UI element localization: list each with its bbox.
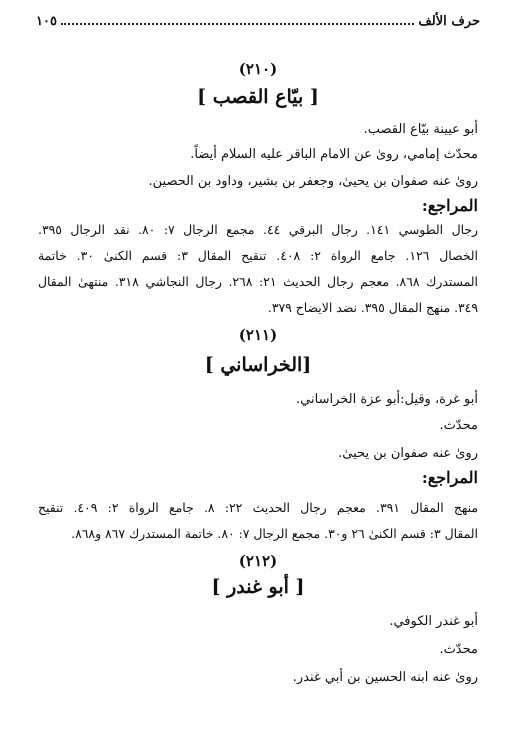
entry-line: أبو غرة، وقيل:أبو عزة الخراساني.: [296, 392, 478, 407]
entry-number: (٢١٠): [238, 60, 278, 78]
reference-line: المقال ٣: قسم الكنىٰ ٢٦ و٣٠. مجمع الرجال ٧: ٨٠. خاتمة المستدرك ٨٦٧ و٨٦٨.: [71, 526, 478, 541]
entry-line: روىٰ عنه صفوان بن يحيىٰ.: [338, 446, 478, 461]
reference-line: الخصال ١٢٦. جامع الرواة ٢: ٤٠٨. تنقيح المقال ٣: قسم الكنىٰ ٣٠. خاتمة: [38, 248, 478, 263]
references-heading: المراجع:: [421, 468, 478, 487]
entry-number: (٢١١): [238, 326, 278, 344]
entry-line: أبو غندر الكوفي.: [389, 614, 478, 629]
entry-line: محدّث.: [439, 418, 478, 433]
references-heading: المراجع:: [421, 196, 478, 215]
reference-line: المستدرك ٨٦٨. معجم رجال الحديث ٢١: ٢٦٨. رجال النجاشي ٣١٨. منتهىٰ المقال: [38, 274, 478, 289]
reference-line: منهج المقال ٣٩١. معجم رجال الحديث ٢٢: ٨. جامع الرواة ٢: ٤٠٩. تنقيح: [38, 500, 478, 515]
header-dot-leader: [61, 14, 414, 25]
reference-line: رجال الطوسي ١٤١. رجال البرقي ٤٤. مجمع الرجال ٧: ٨٠. نقد الرجال ٣٩٥.: [38, 222, 478, 237]
entry-line: روىٰ عنه صفوان بن يحيىٰ، وجعفر بن بشير، وداود بن الحصين.: [148, 174, 478, 189]
entry-title: [ أبو غندر ]: [211, 576, 305, 598]
reference-line: ٣٤٩. منهج المقال ٣٩٥. نضد الايضاح ٣٧٩.: [267, 300, 478, 315]
header-page-number: ١٠٥: [36, 14, 57, 29]
entry-number: (٢١٢): [238, 552, 278, 570]
entry-title: [الخراساني ]: [204, 354, 312, 376]
running-header: [36, 14, 480, 29]
entry-title: [ بيّاع القصب ]: [197, 86, 319, 108]
entry-line: محدّث.: [439, 642, 478, 657]
entry-line: أبو عيينة بيّاع القصب.: [363, 122, 478, 137]
header-title: حرف الألف: [418, 14, 480, 29]
entry-line: محدّث إمامي، روىٰ عن الامام الباقر عليه السلام أيضاً.: [190, 147, 478, 162]
entry-line: روىٰ عنه ابنه الحسين بن أبي غندر.: [292, 670, 478, 685]
